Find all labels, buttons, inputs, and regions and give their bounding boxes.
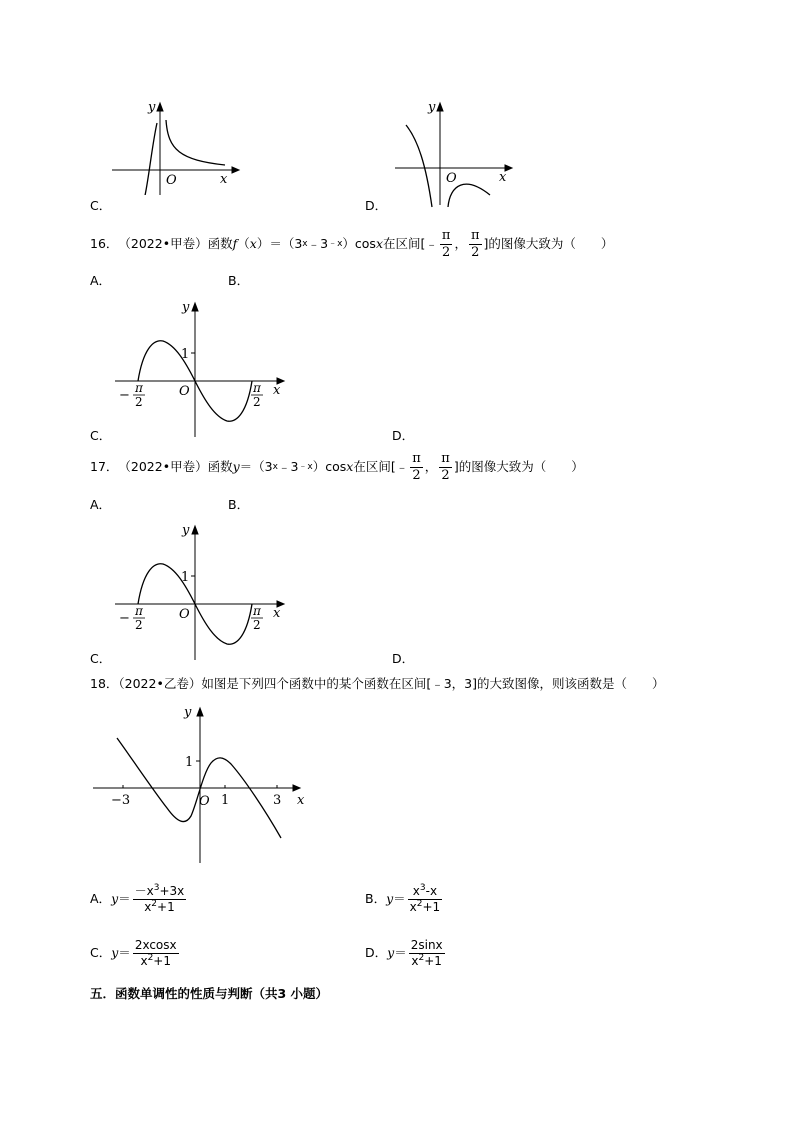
option-d-label: D． [392, 428, 415, 443]
axes [93, 708, 300, 863]
curve-right [448, 184, 490, 207]
question-number: 16． [90, 236, 119, 251]
expr: ﹣3 [307, 236, 329, 251]
origin-label: O [199, 794, 210, 809]
option-label: A． [90, 891, 112, 906]
expr: ）cos [342, 236, 376, 251]
neg-sign: − [119, 388, 130, 403]
fraction: $\frac{2xcosx}{x^2+1}$ [134, 937, 177, 968]
origin-label: O [179, 384, 190, 399]
x-label: x [297, 793, 305, 808]
question-number: 18． [90, 676, 119, 691]
option-b [365, 878, 444, 920]
graph-q16-sine [105, 295, 295, 440]
var-y: y [232, 459, 240, 474]
fraction-pi-2: $\frac{\pi}{2}$ [470, 227, 480, 260]
den-left: 2 [135, 395, 143, 409]
y-tick-1: 1 [181, 570, 190, 585]
option-b-label: B． [228, 497, 250, 512]
option-d-label-top: D． [365, 198, 388, 213]
var-y: y [386, 891, 394, 906]
question-text: 函数 [207, 236, 233, 251]
graph-option-d-top [390, 95, 530, 210]
option-a-label: A． [90, 497, 112, 512]
section-heading: 五．函数单调性的性质与判断（共3 小题） [90, 986, 329, 1001]
pi-num-right: π [253, 604, 261, 618]
fraction-pi-2: $\frac{\pi}{2}$ [441, 227, 451, 260]
option-b-label: B． [228, 273, 250, 288]
pi-num-left: π [135, 381, 143, 395]
expr: ＝（3 [239, 459, 273, 474]
option-c-label-top: C． [90, 198, 112, 213]
question-source: （2022•乙卷） [118, 676, 202, 691]
option-label: C． [90, 945, 112, 960]
fraction-pi-2: $\frac{\pi}{2}$ [412, 450, 421, 483]
var-x: x [249, 236, 257, 251]
x-tick-3: 3 [273, 793, 282, 808]
pi-num-right: π [253, 381, 261, 395]
origin-label: O [179, 607, 190, 622]
question-text: 函数 [207, 459, 233, 474]
expr: ﹣3 [277, 459, 299, 474]
func-name: f [232, 236, 238, 251]
option-label: B． [365, 891, 387, 906]
curve-right [166, 120, 225, 165]
question-text: ]的图像大致为（ ） [453, 459, 584, 474]
question-source: （2022•甲卷） [118, 236, 208, 251]
question-text: ]的图像大致为（ ） [483, 236, 614, 251]
expr: ）cos [312, 459, 347, 474]
question-16: 16． （2022•甲卷） 函数 f （ x ）＝（3 x ﹣3 ﹣x ）cos x 在区间[﹣ $\frac{\pi}{2}$ ， $\frac{\pi}{2}$ ]的图像大致为（ ） [90, 227, 614, 260]
fraction-pi-2: $\frac{\pi}{2}$ [441, 450, 450, 483]
fraction: $\frac{2\sin x}{x^2+1}$ [410, 937, 443, 968]
comma: ， [454, 236, 467, 251]
var-y: y [111, 891, 119, 906]
den-right: 2 [253, 395, 261, 409]
equals: ＝ [118, 945, 131, 960]
var-x: x [375, 236, 383, 251]
question-text: 在区间[﹣ [353, 459, 409, 474]
option-d-label: D． [392, 651, 415, 666]
y-label: y [182, 300, 190, 315]
x-label: x [220, 172, 228, 187]
option-a-label: A． [90, 273, 112, 288]
question-text: 在区间[﹣ [383, 236, 438, 251]
question-number: 17． [90, 459, 119, 474]
origin-label: O [166, 173, 177, 188]
den-right: 2 [253, 618, 261, 632]
x-label: x [273, 383, 281, 398]
x-label: x [273, 606, 281, 621]
comma: ， [424, 459, 438, 474]
x-tick-neg3: −3 [111, 793, 131, 808]
var-y: y [111, 945, 119, 960]
fraction: $\frac{x^3-x}{x^2+1}$ [409, 882, 441, 914]
question-source: （2022•甲卷） [118, 459, 208, 474]
y-label: y [148, 100, 156, 115]
var-y: y [387, 945, 395, 960]
equals: ＝ [393, 891, 406, 906]
y-tick-1: 1 [181, 347, 190, 362]
graph-option-c-top [100, 95, 250, 195]
origin-label: O [446, 171, 457, 186]
question-17: 17． （2022•甲卷） 函数 y ＝（3 x ﹣3 ﹣x ）cos x 在区间[﹣ $\frac{\pi}{2}$ ， $\frac{\pi}{2}$ ]的图像大致为（ ） [90, 450, 584, 483]
neg-sign: − [119, 611, 130, 626]
paren: （ [237, 236, 250, 251]
y-label: y [184, 705, 192, 720]
y-label: y [182, 523, 190, 538]
pi-num-left: π [135, 604, 143, 618]
den-left: 2 [135, 618, 143, 632]
graph-q17-sine [105, 518, 295, 663]
x-label: x [499, 170, 507, 185]
equals: ＝ [394, 945, 407, 960]
var-x: x [346, 459, 354, 474]
equals: ＝ [118, 891, 131, 906]
y-label: y [428, 100, 436, 115]
option-c [90, 932, 181, 974]
y-tick-1: 1 [185, 755, 194, 770]
option-label: D． [365, 945, 388, 960]
x-tick-1: 1 [221, 793, 230, 808]
option-d [365, 932, 447, 974]
curve-left [144, 123, 157, 195]
question-text: 如图是下列四个函数中的某个函数在区间[﹣3，3]的大致图像，则该函数是（ ） [201, 676, 665, 691]
curve-left [406, 125, 432, 207]
expr: ）＝（3 [256, 236, 303, 251]
option-c-label: C． [90, 428, 112, 443]
fraction: $\frac{-x^3+3x}{x^2+1}$ [134, 882, 185, 914]
graph-q18 [85, 698, 320, 868]
option-a [90, 878, 188, 920]
option-c-label: C． [90, 651, 112, 666]
question-18 [90, 676, 665, 692]
